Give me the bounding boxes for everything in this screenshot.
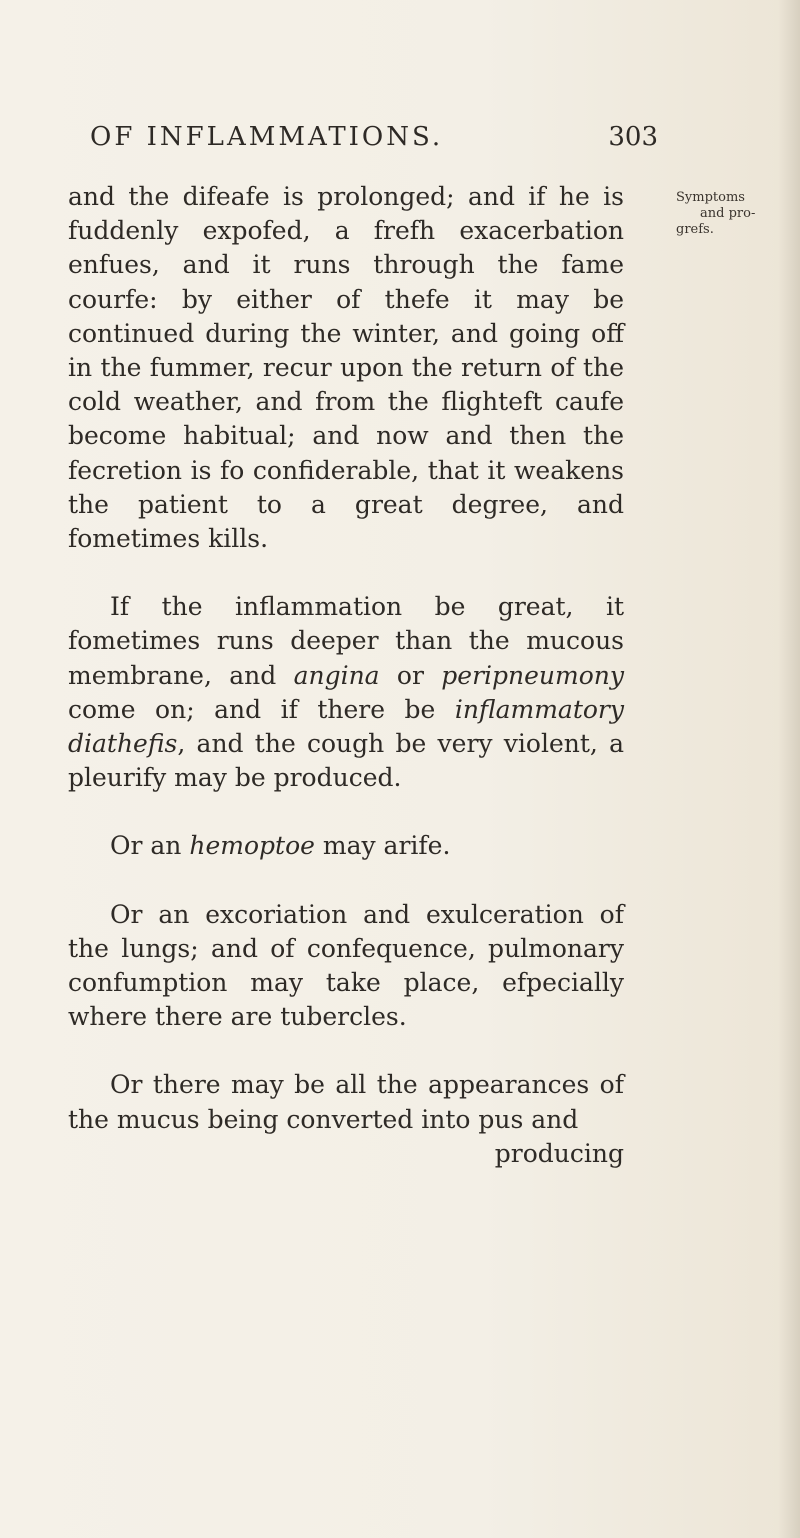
paragraph-hemoptoe xyxy=(68,829,624,863)
paragraph-excoriation: Or an excoriation and exulceration of the lungs; and of confequence, pulmonary confumption may take place, efpecially where there are tubercles. xyxy=(68,899,624,1032)
margin-note-line: and pro- xyxy=(700,206,756,221)
margin-note-line: Symptoms xyxy=(676,190,745,205)
text-run: or xyxy=(379,660,442,690)
text-run: , and the cough be very violent, a pleurify may be produced. xyxy=(68,729,624,793)
text-run: If the inflammation be great, it fometimes runs deeper than the mucous membrane, and xyxy=(68,592,624,690)
catchword: producing xyxy=(494,1138,624,1168)
text-run: may arife. xyxy=(314,831,451,861)
page-header xyxy=(90,122,658,162)
term-hemoptoe: hemoptoe xyxy=(189,831,315,861)
paragraph-mucus: Or there may be all the appearances of the mucus being converted into pus and xyxy=(68,1070,624,1134)
text-run: come on; and if there be xyxy=(68,694,455,724)
paragraph-continued: and the difeafe is prolonged; and if he is fuddenly expofed, a frefh exacerbation enfues, and it runs through the fame courfe: by either of thefe it may be continued during the winter, and going off in the fummer, recur upon the return of the cold weather, and from the flighteft caufe become habitual; and now and then the fecretion is fo confiderable, that it weakens the patient to a great degree, and fometimes kills. xyxy=(68,182,624,554)
text-run: Or an xyxy=(110,831,190,861)
term-angina: angina xyxy=(293,660,380,690)
term-peripneumony: peripneumony xyxy=(441,660,624,690)
page-number: 303 xyxy=(608,122,658,152)
running-head: OF INFLAMMATIONS. xyxy=(90,122,444,152)
body-text xyxy=(68,180,624,1171)
margin-note-line: grefs. xyxy=(676,222,714,237)
paragraph-inflammation xyxy=(68,590,624,795)
margin-note xyxy=(676,190,786,238)
term-diathesis: inflammatory diathefis xyxy=(68,694,624,759)
